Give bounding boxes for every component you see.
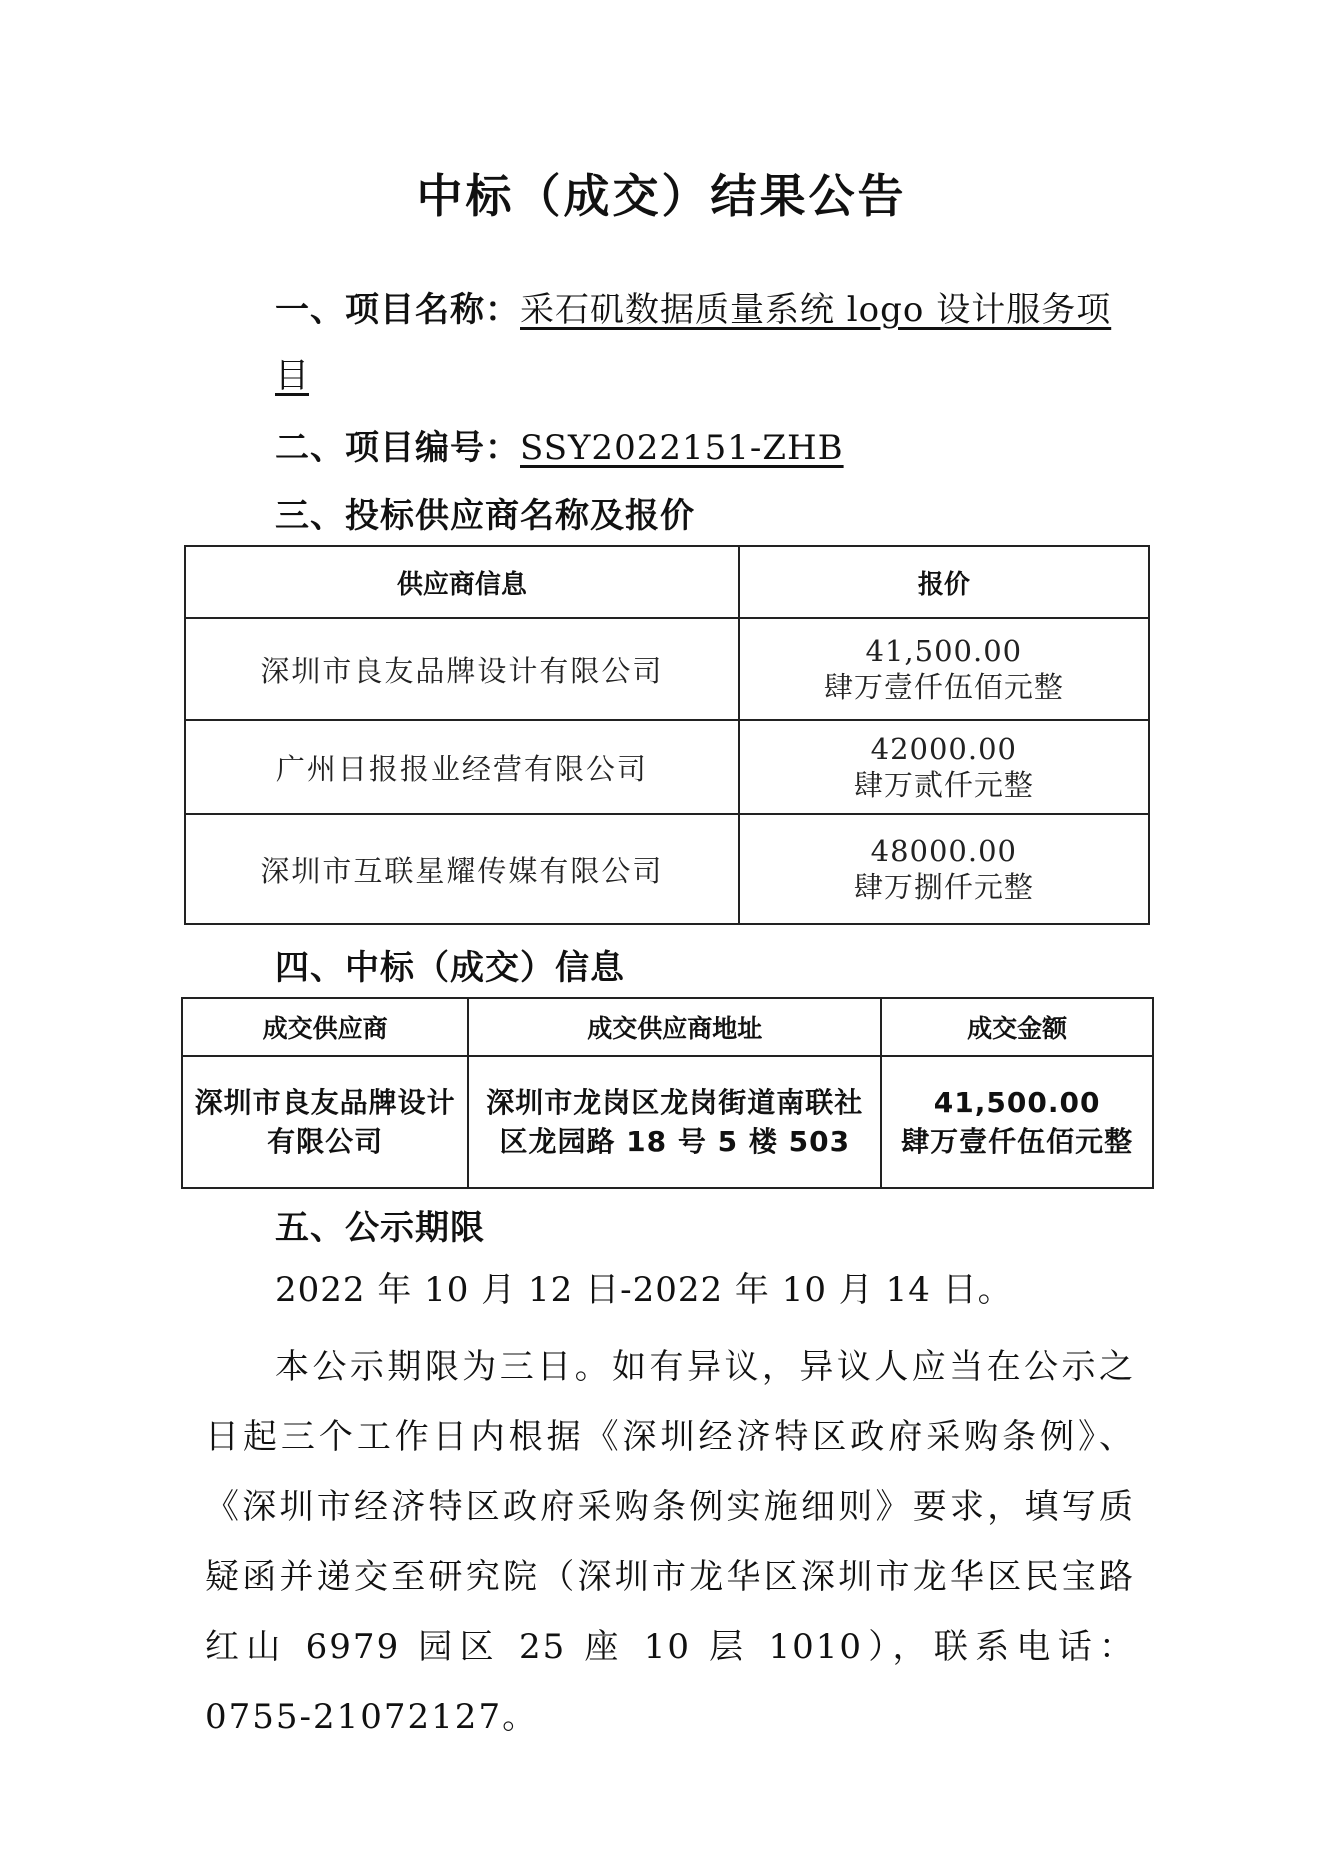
- award-amount: 41,500.00: [933, 1086, 1101, 1119]
- supplier-cell: 深圳市互联星耀传媒有限公司: [185, 814, 739, 924]
- table-row: [185, 720, 1149, 814]
- column-header-award-address: 成交供应商地址: [468, 998, 881, 1056]
- price-amount-words: 肆万壹仟伍佰元整: [823, 670, 1064, 704]
- bids-heading: 三、投标供应商名称及报价: [275, 496, 695, 536]
- column-header-price: 报价: [739, 546, 1149, 618]
- table-header-row: [185, 546, 1149, 618]
- column-header-supplier: 供应商信息: [185, 546, 739, 618]
- project-number-line: [275, 420, 844, 469]
- table-row: [185, 814, 1149, 924]
- supplier-cell: 深圳市良友品牌设计有限公司: [185, 618, 739, 720]
- project-name-value-continued: 目: [275, 356, 309, 396]
- period-heading: 五、公示期限: [275, 1208, 485, 1248]
- table-row: [182, 1056, 1153, 1188]
- table-row: [185, 618, 1149, 720]
- price-amount: 48000.00: [870, 834, 1017, 868]
- document-title: 中标（成交）结果公告: [416, 169, 907, 223]
- supplier-cell: 广州日报报业经营有限公司: [185, 720, 739, 814]
- price-amount: 41,500.00: [865, 634, 1023, 668]
- price-amount-words: 肆万贰仟元整: [853, 768, 1034, 802]
- project-name-value: 采石矶数据质量系统 logo 设计服务项: [520, 290, 1112, 330]
- award-table: [181, 997, 1154, 1189]
- project-number-value: SSY2022151-ZHB: [520, 428, 844, 468]
- price-amount: 42000.00: [870, 732, 1017, 766]
- price-amount-words: 肆万捌仟元整: [853, 870, 1034, 904]
- award-amount-cell: [881, 1056, 1153, 1188]
- award-address-cell: 深圳市龙岗区龙岗街道南联社区龙园路 18 号 5 楼 503: [468, 1056, 881, 1188]
- project-name-line: [275, 282, 1111, 331]
- bids-table: [184, 545, 1150, 925]
- period-text: 2022 年 10 月 12 日-2022 年 10 月 14 日。: [275, 1270, 1013, 1310]
- award-amount-words: 肆万壹仟伍佰元整: [901, 1125, 1134, 1158]
- project-name-label: 一、项目名称：: [275, 290, 520, 330]
- column-header-award-supplier: 成交供应商: [182, 998, 468, 1056]
- price-cell: [739, 618, 1149, 720]
- price-cell: [739, 720, 1149, 814]
- notice-paragraph: 本公示期限为三日。如有异议，异议人应当在公示之日起三个工作日内根据《深圳经济特区政府采购条例》、《深圳市经济特区政府采购条例实施细则》要求，填写质疑函并递交至研究院（深圳市龙华区深圳市龙华区民宝路红山 6979 园区 25 座 10 层 1010），联系电话：0755-21072127。: [205, 1347, 1135, 1737]
- award-supplier-cell: 深圳市良友品牌设计有限公司: [182, 1056, 468, 1188]
- column-header-award-amount: 成交金额: [881, 998, 1153, 1056]
- award-heading: 四、中标（成交）信息: [275, 948, 625, 988]
- project-number-label: 二、项目编号：: [275, 428, 520, 468]
- table-header-row: [182, 998, 1153, 1056]
- price-cell: [739, 814, 1149, 924]
